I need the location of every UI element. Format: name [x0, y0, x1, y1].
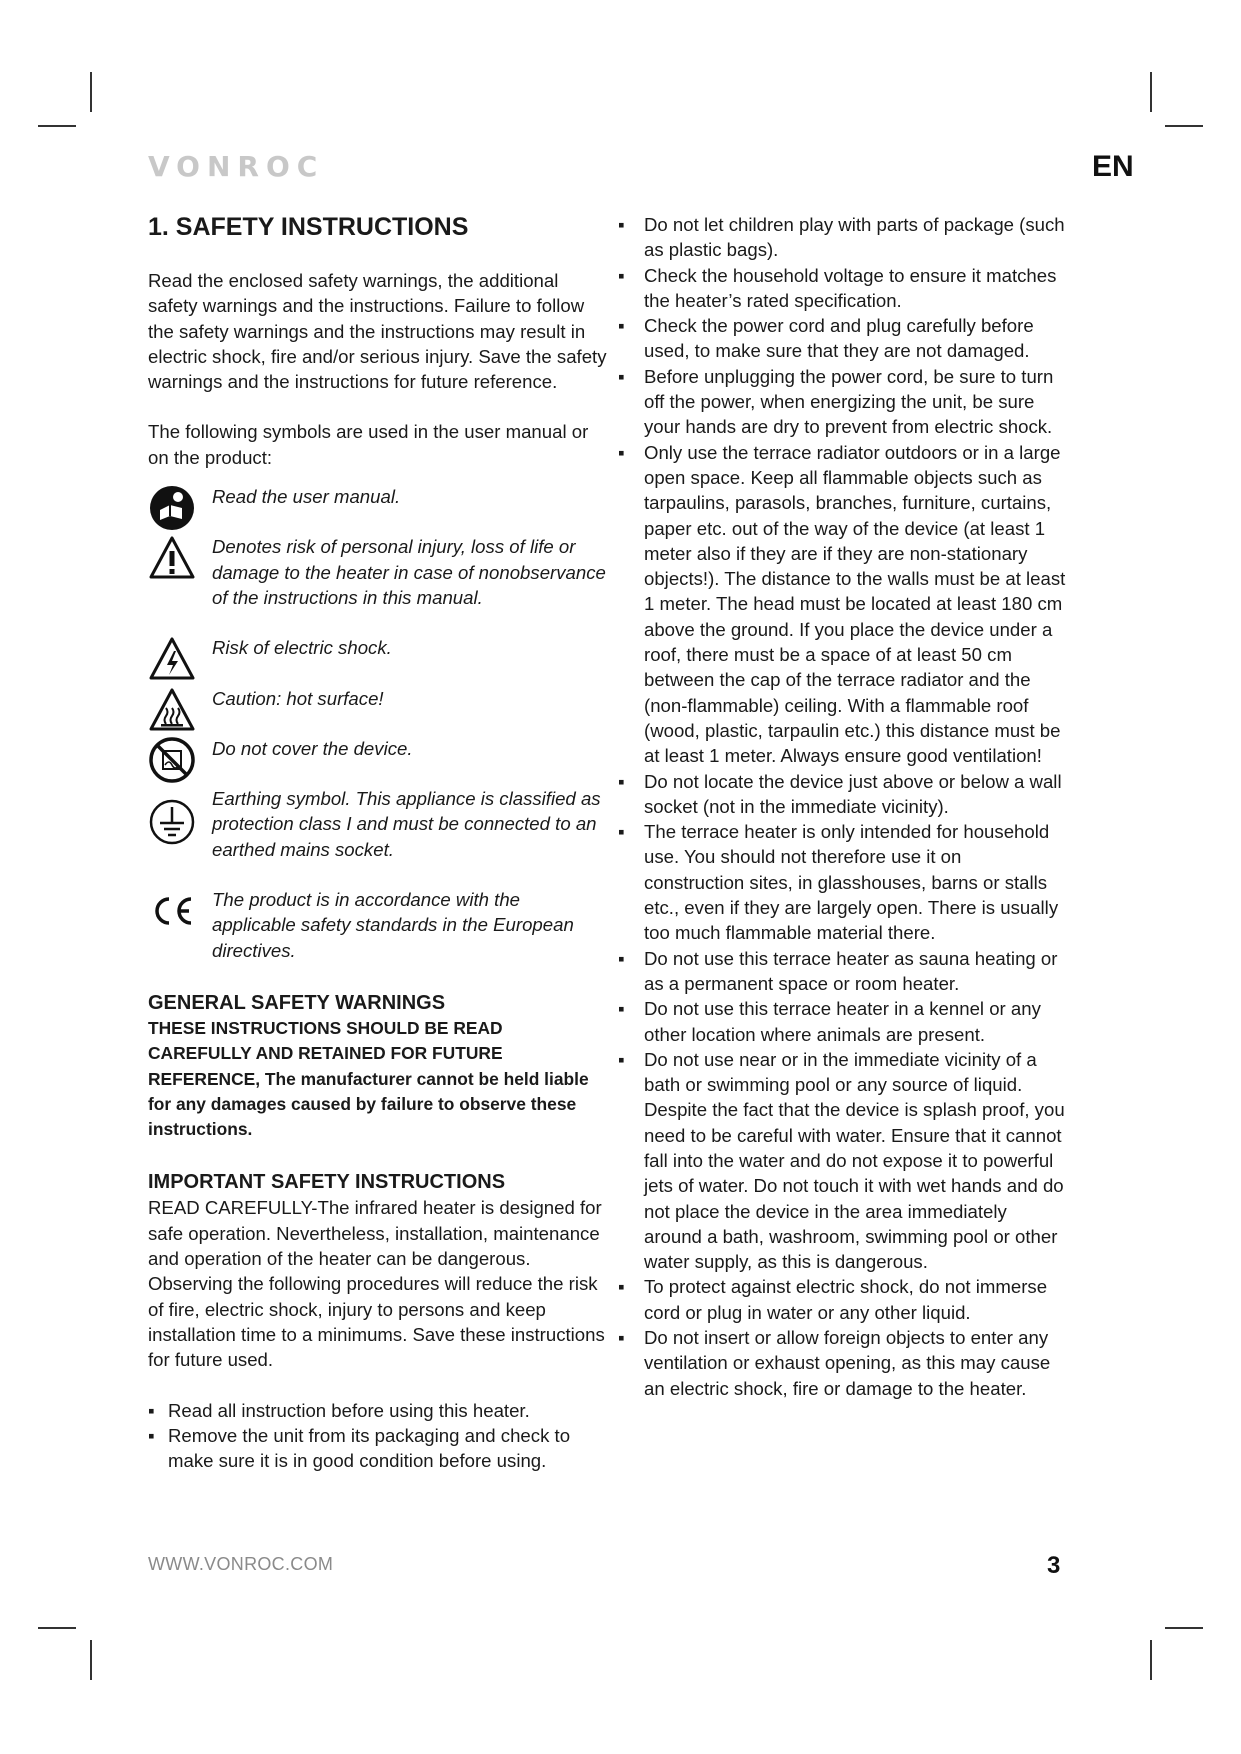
page-number: 3 — [1047, 1552, 1061, 1579]
important-instructions-text: READ CAREFULLY-The infrared heater is designed for safe operation. Nevertheless, installation, maintenance and operation of the heater can be dangerous. Observing the following procedures will reduce the risk of fire, electric shock, injury to persons and keep installation time to a minimums. Save these instructions for future used. — [148, 1197, 605, 1371]
hot-surface-icon — [148, 686, 196, 734]
earthing-icon — [148, 798, 196, 846]
crop-mark — [90, 72, 92, 112]
list-item: ▪ The terrace heater is only intended for household use. You should not therefore use it on construction sites, in glasshouses, barns or stalls etc., even if they are largely open. There is usually too much flammable material there. — [618, 821, 1059, 944]
symbol-row: Do not cover the device. — [148, 736, 608, 761]
general-warnings-heading: GENERAL SAFETY WARNINGS — [148, 991, 446, 1014]
symbol-row: Denotes risk of personal injury, loss of life or damage to the heater in case of nonobservance of the instructions in this manual. — [148, 534, 608, 610]
symbol-row: Caution: hot surface! — [148, 686, 608, 711]
symbol-row: Earthing symbol. This appliance is classified as protection class I and must be connected to an earthed mains socket. — [148, 786, 608, 862]
language-tag: EN — [1092, 150, 1134, 183]
right-column — [616, 212, 1066, 1401]
important-instructions-heading: IMPORTANT SAFETY INSTRUCTIONS — [148, 1171, 506, 1194]
list-item: ▪ Do not use this terrace heater in a kennel or any other location where animals are present. — [618, 998, 1041, 1045]
crop-mark — [90, 1640, 92, 1680]
list-item: ▪ Do not let children play with parts of package (such as plastic bags). — [618, 214, 1065, 261]
right-bullet-list — [616, 212, 1066, 1401]
list-item: ▪ Remove the unit from its packaging and check to make sure it is in good condition before using. — [148, 1424, 571, 1472]
crop-mark — [38, 1627, 76, 1629]
electric-shock-icon — [148, 635, 196, 683]
symbols-intro: The following symbols are used in the user manual or on the product: — [148, 421, 589, 468]
list-item: ▪ Only use the terrace radiator outdoors or in a large open space. Keep all flammable objects such as tarpaulins, parasols, branches, furniture, curtains, paper etc. out of the way of the device (at least 1 meter also if they are if they are non-stationary objects!). The distance to the walls must be at least 1 meter. The head must be located at least 180 cm above the ground. If you place the device under a roof, there must be a space of at least 50 cm between the cap of the terrace radiator and the (non-flammable) ceiling. With a flammable roof (wood, plastic, tarpaulin etc.) this distance must be at least 1 meter. Always ensure good ventilation! — [618, 441, 1066, 767]
crop-mark — [1165, 125, 1203, 127]
warning-triangle-icon — [148, 534, 196, 582]
read-manual-icon — [148, 484, 196, 532]
list-item: ▪ Before unplugging the power cord, be sure to turn off the power, when energizing the unit, be sure your hands are dry to prevent from electric shock. — [618, 365, 1054, 438]
crop-mark — [1165, 1627, 1203, 1629]
left-column — [148, 212, 608, 1473]
crop-mark — [38, 125, 76, 127]
list-item: ▪ Check the power cord and plug carefully before used, to make sure that they are not damaged. — [618, 315, 1034, 362]
symbol-row: Risk of electric shock. — [148, 635, 608, 660]
list-item: ▪ Check the household voltage to ensure it matches the heater’s rated specification. — [618, 264, 1057, 311]
ce-mark-icon — [148, 887, 196, 935]
list-item: ▪ Do not locate the device just above or below a wall socket (not in the immediate vicinity). — [618, 770, 1062, 817]
symbol-row: The product is in accordance with the applicable safety standards in the European directives. — [148, 887, 608, 963]
list-item: ▪ Do not use this terrace heater as sauna heating or as a permanent space or room heater. — [618, 947, 1058, 994]
do-not-cover-icon — [148, 736, 196, 784]
list-item: ▪ Read all instruction before using this heater. — [148, 1399, 530, 1421]
footer-url: WWW.VONROC.COM — [148, 1554, 334, 1574]
page-title: 1. SAFETY INSTRUCTIONS — [148, 213, 469, 241]
list-item: ▪ Do not use near or in the immediate vicinity of a bath or swimming pool or any source of liquid. Despite the fact that the device is splash proof, you need to be careful with water. Ensure that it cannot fall into the water and do not expose it to powerful jets of water. Do not touch it with wet hands and do not place the device in the area immediately around a bath, washroom, swimming pool or other water supply, as this is dangerous. — [618, 1048, 1065, 1273]
general-warnings-note: THESE INSTRUCTIONS SHOULD BE READ CAREFULLY AND RETAINED FOR FUTURE REFERENCE, The manufacturer cannot be held liable for any damages caused by failure to observe these instructions. — [148, 1017, 589, 1140]
list-item: ▪ Do not insert or allow foreign objects to enter any ventilation or exhaust opening, as this may cause an electric shock, fire or damage to the heater. — [618, 1327, 1051, 1399]
intro-text: Read the enclosed safety warnings, the additional safety warnings and the instructions. Failure to follow the safety warnings and the instructions may result in electric shock, fire and/or serious injury. Save the safety warnings and the instructions for future reference. — [148, 270, 607, 393]
crop-mark — [1150, 1640, 1152, 1680]
crop-mark — [1150, 72, 1152, 112]
left-bullet-list — [148, 1398, 608, 1474]
symbol-row: Read the user manual. — [148, 484, 608, 509]
list-item: ▪ To protect against electric shock, do not immerse cord or plug in water or any other liquid. — [618, 1276, 1048, 1323]
brand-logo: VONROC — [148, 150, 325, 183]
